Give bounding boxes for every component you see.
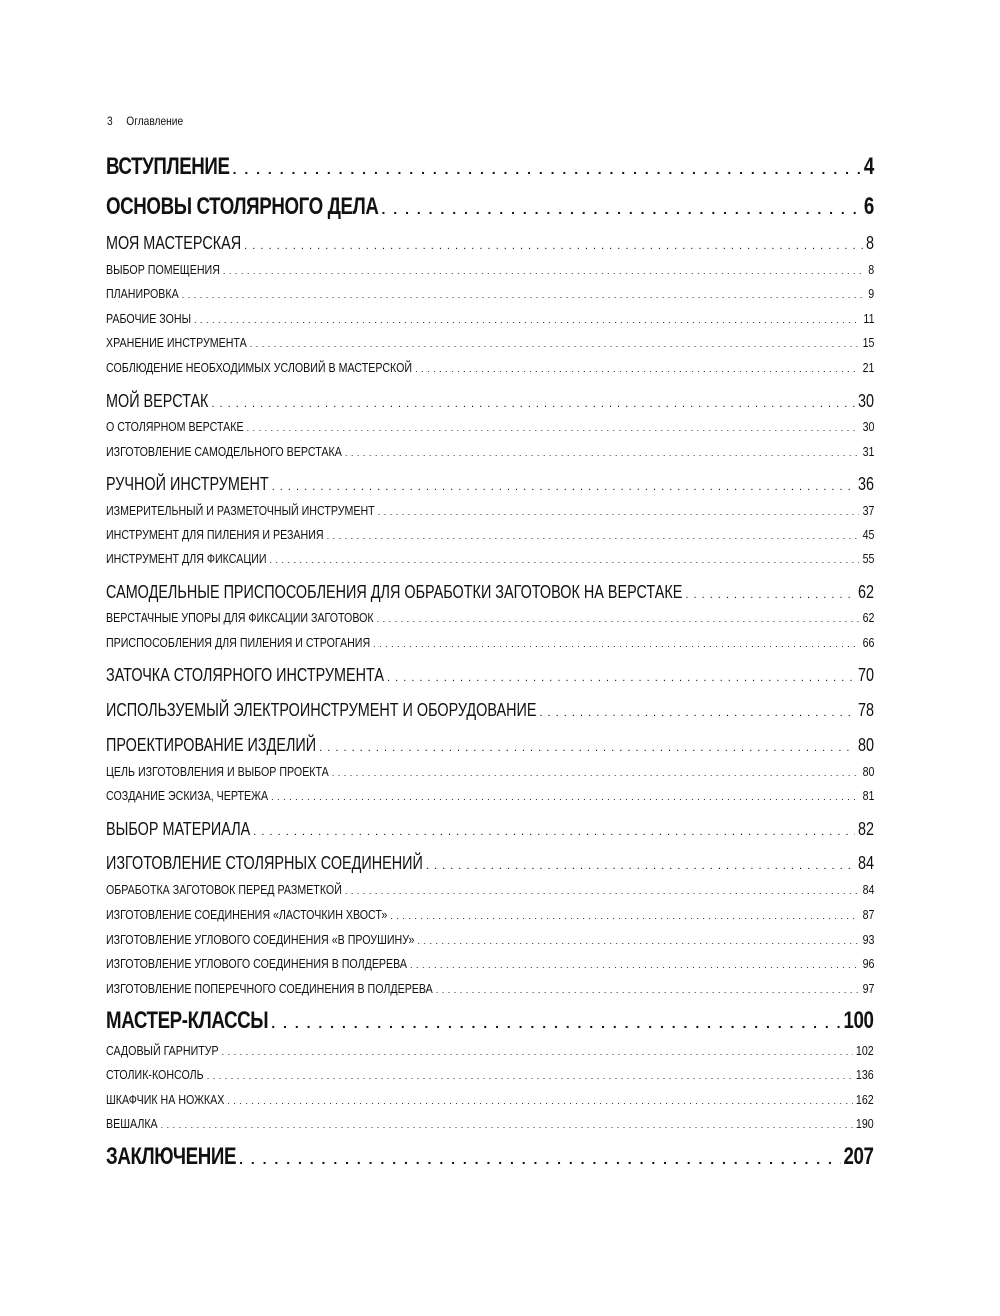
toc-entry [106,193,874,221]
toc-entry [106,360,874,375]
toc-leader-dots [373,639,859,649]
toc-entry [106,335,874,350]
toc-entry [106,788,874,803]
toc-leader-dots [194,315,860,325]
toc-entry-title: ШКАФЧИК НА НОЖКАХ [106,1092,225,1107]
toc-entry-title: СТОЛИК-КОНСОЛЬ [106,1067,204,1082]
toc-entry-title: РАБОЧИЕ ЗОНЫ [106,311,192,326]
toc-entry-title: ОСНОВЫ СТОЛЯРНОГО ДЕЛА [106,193,379,220]
toc-entry [106,419,874,434]
toc-leader-dots [270,555,860,565]
toc-entry [106,981,874,996]
toc-entry [106,503,874,518]
toc-entry-title: ЗАКЛЮЧЕНИЕ [106,1143,237,1170]
toc-entry-page: 82 [857,819,874,839]
toc-leader-dots [253,826,855,838]
toc-entry-title: ОБРАБОТКА ЗАГОТОВОК ПЕРЕД РАЗМЕТКОЙ [106,882,342,897]
toc-entry-page: 6 [863,193,874,220]
toc-entry-page: 31 [862,444,874,459]
toc-entry [106,1143,874,1171]
toc-entry-page: 30 [862,419,874,434]
toc-entry [106,262,874,277]
toc-entry-page: 4 [863,153,874,180]
toc-entry [106,311,874,326]
toc-leader-dots [161,1120,854,1130]
toc-entry-page: 93 [862,932,874,947]
toc-entry [106,635,874,650]
toc-entry-page: 190 [856,1116,874,1131]
toc-entry-page: 8 [868,262,874,277]
toc-entry-title: ВЕШАЛКА [106,1116,158,1131]
toc-entry-title: ПРИСПОСОБЛЕНИЯ ДЛЯ ПИЛЕНИЯ И СТРОГАНИЯ [106,635,371,650]
toc-entry-page: 15 [862,335,874,350]
toc-entry-page: 207 [843,1143,874,1170]
toc-entry [106,610,874,625]
toc-entry-title: МАСТЕР-КЛАССЫ [106,1007,269,1034]
toc-entry [106,853,874,874]
toc-entry-title: ИЗМЕРИТЕЛЬНЫЙ И РАЗМЕТОЧНЫЙ ИНСТРУМЕНТ [106,503,375,518]
toc-leader-dots [539,707,855,719]
page-number: 3 [107,114,113,128]
toc-entry [106,1043,874,1058]
toc-entry-title: МОЙ ВЕРСТАК [106,391,209,411]
toc-entry-title: САДОВЫЙ ГАРНИТУР [106,1043,219,1058]
toc-entry-page: 100 [843,1007,874,1034]
toc-entry-page: 21 [862,360,874,375]
toc-entry [106,932,874,947]
toc-entry-title: ВСТУПЛЕНИЕ [106,153,230,180]
toc-leader-dots [417,936,859,946]
toc-entry-page: 70 [857,665,874,685]
toc-entry-page: 30 [857,391,874,411]
toc-leader-dots [378,507,859,517]
toc-entry [106,700,874,721]
toc-leader-dots [207,1071,854,1081]
toc-entry-page: 81 [862,788,874,803]
toc-entry-page: 84 [862,882,874,897]
toc-leader-dots [244,240,863,252]
toc-entry-page: 97 [862,981,874,996]
toc-leader-dots [685,589,855,601]
toc-entry [106,956,874,971]
toc-leader-dots [345,886,859,896]
toc-leader-dots [211,398,855,410]
toc-entry-page: 37 [862,503,874,518]
toc-entry [106,882,874,897]
toc-leader-dots [271,1015,841,1031]
toc-leader-dots [377,614,860,624]
toc-entry-page: 78 [857,700,874,720]
toc-leader-dots [271,792,859,802]
toc-entry [106,444,874,459]
toc-leader-dots [227,1096,853,1106]
toc-entry-page: 162 [856,1092,874,1107]
toc-entry [106,764,874,779]
toc-leader-dots [327,531,860,541]
toc-entry-title: ХРАНЕНИЕ ИНСТРУМЕНТА [106,335,247,350]
toc-entry-page: 80 [857,735,874,755]
toc-entry-title: ИЗГОТОВЛЕНИЕ ПОПЕРЕЧНОГО СОЕДИНЕНИЯ В ПОЛДЕРЕВА [106,981,433,996]
toc-entry [106,527,874,542]
toc-leader-dots [319,742,855,754]
toc-leader-dots [233,161,861,177]
page-title: Оглавление [126,114,184,128]
toc-entry [106,551,874,566]
toc-leader-dots [239,1151,841,1167]
toc-leader-dots [410,960,859,970]
toc-entry-title: ИЗГОТОВЛЕНИЕ САМОДЕЛЬНОГО ВЕРСТАКА [106,444,342,459]
toc-leader-dots [382,201,861,217]
toc-entry [106,233,874,254]
toc-entry-page: 36 [857,474,874,494]
toc-entry [106,582,874,603]
toc-leader-dots [426,860,855,872]
toc-entry-title: ИНСТРУМЕНТ ДЛЯ ФИКСАЦИИ [106,551,267,566]
toc-entry-page: 96 [862,956,874,971]
toc-entry [106,735,874,756]
toc-entry-title: ВЫБОР ПОМЕЩЕНИЯ [106,262,220,277]
toc-entry-title: ИЗГОТОВЛЕНИЕ УГЛОВОГО СОЕДИНЕНИЯ В ПОЛДЕРЕВА [106,956,408,971]
toc-entry-title: ВЫБОР МАТЕРИАЛА [106,819,251,839]
toc-entry-page: 8 [865,233,874,253]
toc-entry [106,907,874,922]
toc-leader-dots [222,1047,854,1057]
toc-leader-dots [247,423,860,433]
toc-entry-page: 62 [857,582,874,602]
toc-entry-title: ПРОЕКТИРОВАНИЕ ИЗДЕЛИЙ [106,735,317,755]
toc-entry-page: 66 [862,635,874,650]
toc-entry [106,474,874,495]
toc-entry-title: ИЗГОТОВЛЕНИЕ СТОЛЯРНЫХ СОЕДИНЕНИЙ [106,853,423,873]
toc-entry-title: ИЗГОТОВЛЕНИЕ УГЛОВОГО СОЕДИНЕНИЯ «В ПРОУШИНУ» [106,932,415,947]
toc-entry [106,153,874,181]
toc-entry-title: ИСПОЛЬЗУЕМЫЙ ЭЛЕКТРОИНСТРУМЕНТ И ОБОРУДОВАНИЕ [106,700,537,720]
toc-leader-dots [387,672,855,684]
toc-entry-page: 87 [862,907,874,922]
toc-entry-title: ЗАТОЧКА СТОЛЯРНОГО ИНСТРУМЕНТА [106,665,384,685]
toc-entry [106,286,874,301]
toc-leader-dots [272,481,855,493]
toc-entry-page: 11 [862,311,874,326]
toc-entry [106,391,874,412]
toc-entry [106,1116,874,1131]
toc-entry-title: РУЧНОЙ ИНСТРУМЕНТ [106,474,269,494]
toc-entry-title: СОЗДАНИЕ ЭСКИЗА, ЧЕРТЕЖА [106,788,269,803]
toc-entry-title: ЦЕЛЬ ИЗГОТОВЛЕНИЯ И ВЫБОР ПРОЕКТА [106,764,329,779]
toc-leader-dots [332,768,859,778]
toc-leader-dots [182,290,865,300]
toc-entry-title: САМОДЕЛЬНЫЕ ПРИСПОСОБЛЕНИЯ ДЛЯ ОБРАБОТКИ ЗАГОТОВОК НА ВЕРСТАКЕ [106,582,683,602]
toc-leader-dots [250,339,859,349]
toc-entry-title: О СТОЛЯРНОМ ВЕРСТАКЕ [106,419,244,434]
toc-entry-page: 45 [862,527,874,542]
toc-entry-title: ИНСТРУМЕНТ ДЛЯ ПИЛЕНИЯ И РЕЗАНИЯ [106,527,324,542]
toc-entry [106,819,874,840]
toc-entry-page: 80 [862,764,874,779]
toc-entry [106,1067,874,1082]
toc-entry-page: 55 [862,551,874,566]
toc-leader-dots [223,266,865,276]
toc-leader-dots [436,985,859,995]
toc-entry-title: СОБЛЮДЕНИЕ НЕОБХОДИМЫХ УСЛОВИЙ В МАСТЕРСКОЙ [106,360,413,375]
toc-entry-page: 84 [857,853,874,873]
toc-entry-title: МОЯ МАСТЕРСКАЯ [106,233,242,253]
toc-entry-page: 62 [862,610,874,625]
toc-entry [106,1007,874,1035]
toc-entry-title: ПЛАНИРОВКА [106,286,179,301]
toc-entry-page: 9 [868,286,874,301]
toc-entry-title: ИЗГОТОВЛЕНИЕ СОЕДИНЕНИЯ «ЛАСТОЧКИН ХВОСТ» [106,907,388,922]
toc-leader-dots [345,448,859,458]
toc-leader-dots [390,911,859,921]
toc-entry [106,1092,874,1107]
toc-leader-dots [415,364,859,374]
toc-entry [106,665,874,686]
toc-entry-page: 102 [856,1043,874,1058]
page-header [107,114,183,128]
toc-entry-page: 136 [856,1067,874,1082]
toc-entry-title: ВЕРСТАЧНЫЕ УПОРЫ ДЛЯ ФИКСАЦИИ ЗАГОТОВОК [106,610,374,625]
